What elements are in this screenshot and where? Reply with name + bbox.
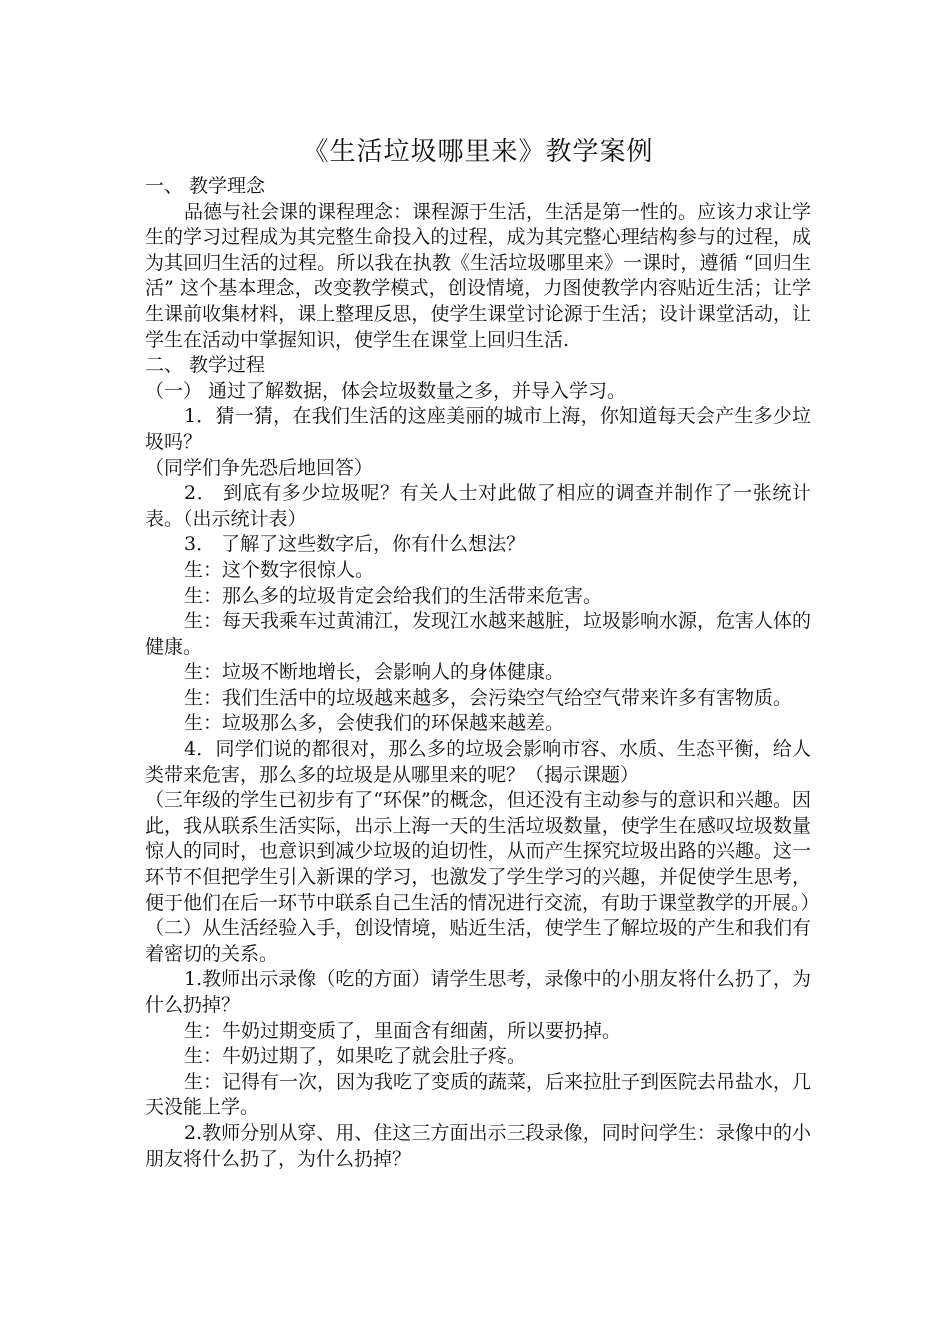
paragraph: 生：记得有一次，因为我吃了变质的蔬菜，后来拉肚子到医院去吊盐水，几天没能上学。 [145, 1070, 812, 1119]
paragraph: 生：牛奶过期变质了，里面含有细菌，所以要扔掉。 [184, 1019, 622, 1042]
paragraph: 生：牛奶过期了，如果吃了就会肚子疼。 [184, 1045, 527, 1068]
document-body [145, 174, 820, 1172]
paragraph: 生：我们生活中的垃圾越来越多，会污染空气给空气带来许多有害物质。 [184, 686, 793, 709]
paragraph: 品德与社会课的课程理念：课程源于生活，生活是第一性的。应该力求让学生的学习过程成为其完整生命投入的过程，成为其完整心理结构参与的过程，成为其回归生活的过程。所以我在执教《生活垃圾哪里来》一课时，遵循 “回归生活” 这个基本理念，改变教学模式，创设情境，力图使教学内容贴近生活；让学生课前收集材料，课上整理反思，使学生课堂讨论源于生活；设计课堂活动，让学生在活动中掌握知识，使学生在课堂上回归生活. [145, 200, 812, 351]
paragraph: 1．猜一猜，在我们生活的这座美丽的城市上海，你知道每天会产生多少垃圾吗？ [145, 405, 811, 453]
paragraph: 生：垃圾那么多，会使我们的环保越来越差。 [184, 712, 565, 735]
paragraph: 生：每天我乘车过黄浦江，发现江水越来越脏，垃圾影响水源，危害人体的健康。 [145, 610, 812, 658]
paragraph: （同学们争先恐后地回答） [145, 456, 374, 479]
paragraph: 生：那么多的垃圾肯定会给我们的生活带来危害。 [184, 584, 603, 607]
document-page [145, 130, 820, 1172]
paragraph: 2.教师分别从穿、用、住这三方面出示三段录像，同时问学生：录像中的小朋友将什么扔了，为什么扔掉？ [145, 1121, 811, 1170]
paragraph: 生：这个数字很惊人。 [184, 558, 375, 581]
paragraph: 2． 到底有多少垃圾呢？有关人士对此做了相应的调查并制作了一张统计表。（出示统计表） [145, 482, 811, 530]
paragraph: 一、 教学理念 [145, 175, 266, 197]
paragraph: 3． 了解了这些数字后，你有什么想法？ [184, 533, 526, 556]
paragraph: （三年级的学生已初步有了“环保”的概念，但还没有主动参与的意识和兴趣。因此，我从联系生活实际，出示上海一天的生活垃圾数量，使学生在感叹垃圾数量惊人的同时，也意识到减少垃圾的迫切性，从而产生探究垃圾出路的兴趣。这一环节不但把学生引入新课的学习，也激发了学生学习的兴趣，并促使学生思考，便于他们在后一环节中联系自己生活的情况进行交流，有助于课堂教学的开展。） [145, 789, 820, 914]
paragraph: 4．同学们说的都很对，那么多的垃圾会影响市容、水质、生态平衡，给人类带来危害，那么多的垃圾是从哪里来的呢？（揭示课题） [145, 738, 811, 786]
document-title: 《生活垃圾哪里来》教学案例 [302, 137, 654, 167]
paragraph: 二、 教学过程 [145, 354, 266, 377]
paragraph: 生：垃圾不断地增长，会影响人的身体健康。 [184, 661, 565, 684]
paragraph: 1.教师出示录像（吃的方面）请学生思考，录像中的小朋友将什么扔了，为什么扔掉？ [145, 968, 811, 1016]
paragraph: （二）从生活经验入手，创设情境，贴近生活，使学生了解垃圾的产生和我们有着密切的关系。 [145, 917, 811, 965]
paragraph: （一） 通过了解数据，体会垃圾数量之多，并导入学习。 [145, 379, 627, 402]
